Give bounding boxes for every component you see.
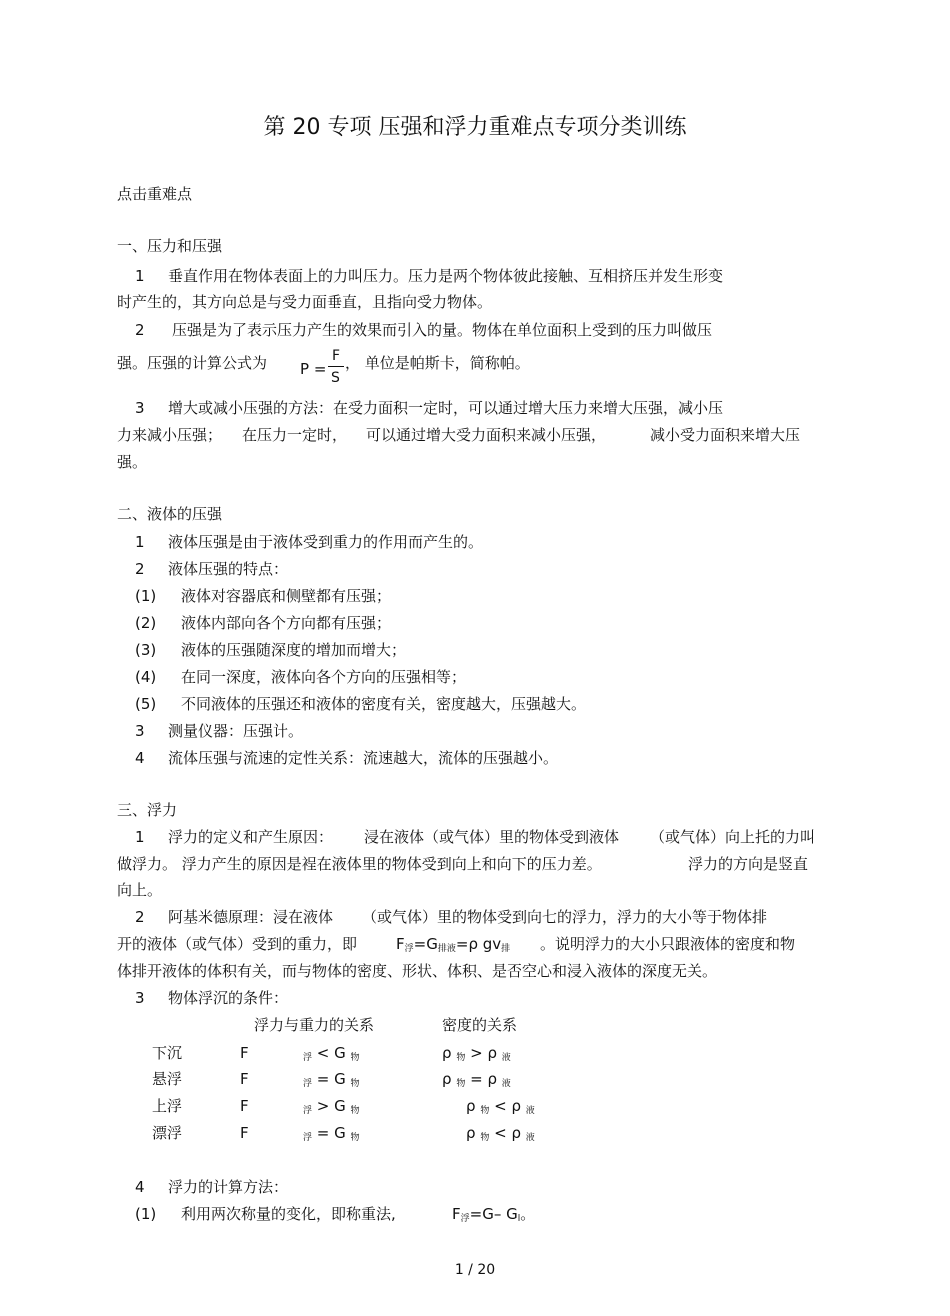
paragraph-line: 。说明浮力的大小只跟液体的密度和物 bbox=[540, 935, 796, 953]
page-number: 1 / 20 bbox=[454, 1262, 496, 1278]
table-row-label: 悬浮 bbox=[152, 1070, 183, 1088]
paragraph-line: 强。压强的计算公式为 bbox=[117, 354, 268, 372]
table-header: 密度的关系 bbox=[442, 1016, 518, 1034]
paragraph-line: 垂直作用在物体表面上的力叫压力。压力是两个物体彼此接触、互相挤压并发生形变 bbox=[168, 267, 724, 285]
paragraph-line: 时产生的，其方向总是与受力面垂直，且指向受力物体。 bbox=[117, 293, 493, 311]
item-number: 3 bbox=[135, 722, 145, 740]
item-number: 2 bbox=[135, 560, 145, 578]
table-cell: ρ $_物$ < ρ $_液$ bbox=[466, 1124, 535, 1143]
item-number: 4 bbox=[135, 749, 145, 767]
sub-item: 利用两次称量的变化，即称重法, bbox=[181, 1205, 396, 1223]
table-row-label: 上浮 bbox=[152, 1097, 183, 1115]
table-cell: F bbox=[240, 1070, 249, 1088]
formula-lhs: P = bbox=[300, 360, 327, 378]
sub-item-number: (1) bbox=[135, 1205, 157, 1223]
table-row-label: 漂浮 bbox=[152, 1124, 183, 1142]
formula-numerator: F bbox=[332, 348, 341, 364]
list-item: 液体压强是由于液体受到重力的作用而产生的。 bbox=[168, 533, 484, 551]
formula-f: F bbox=[396, 935, 405, 953]
paragraph-line: 浸在液体（或气体）里的物体受到液体 bbox=[364, 828, 620, 846]
item-number: 4 bbox=[135, 1178, 145, 1196]
paragraph-line: 做浮力。 浮力产生的原因是裎在液体里的物体受到向上和向下的压力差。 bbox=[117, 855, 602, 873]
paragraph-line: 体排开液体的体积有关，而与物体的密度、形状、体积、是否空心和浸入液体的深度无关。 bbox=[117, 962, 718, 980]
fraction-bar bbox=[328, 366, 344, 367]
table-row-label: 下沉 bbox=[152, 1044, 183, 1062]
sub-item: 不同液体的压强还和液体的密度有关，密度越大，压强越大。 bbox=[181, 695, 587, 713]
paragraph-line: （或气体）向上托的力叫 bbox=[650, 828, 816, 846]
paragraph-line: 减小受力面积来增大压 bbox=[650, 426, 801, 444]
list-item: 测量仪器：压强计。 bbox=[168, 722, 304, 740]
paragraph-line: （或气体）里的物体受到向七的浮力，浮力的大小等于物体排 bbox=[362, 908, 768, 926]
item-number: 2 bbox=[135, 908, 145, 926]
sub-item-number: (1) bbox=[135, 587, 157, 605]
item-number: 3 bbox=[135, 399, 145, 417]
formula-rho: =ρ gv bbox=[455, 935, 502, 953]
item-number: 1 bbox=[135, 828, 145, 846]
item-number: 2 bbox=[135, 321, 145, 339]
formula-g: =G bbox=[413, 935, 438, 953]
paragraph-line: ， 单位是帕斯卡，简称帕。 bbox=[345, 354, 530, 372]
section-heading-2: 二、液体的压强 bbox=[117, 505, 223, 523]
weighing-formula: $F_浮=G-$ $G_l$。 bbox=[452, 1205, 536, 1224]
sub-item-number: (4) bbox=[135, 668, 157, 686]
table-cell: ρ $_物$ > ρ $_液$ bbox=[442, 1044, 511, 1063]
paragraph-line: 浮力的定义和产生原因： bbox=[168, 828, 334, 846]
intro-label: 点击重难点 bbox=[117, 185, 193, 203]
page-title: 第 20 专项 压强和浮力重难点专项分类训练 bbox=[263, 115, 687, 140]
paragraph-line: 开的液体（或气体）受到的重力，即 bbox=[117, 935, 358, 953]
list-item: 物体浮沉的条件： bbox=[168, 989, 289, 1007]
list-item: 流体压强与流速的定性关系：流速越大，流体的压强越小。 bbox=[168, 749, 559, 767]
item-number: 1 bbox=[135, 533, 145, 551]
paragraph-line: 浮力的方向是竖直 bbox=[688, 855, 809, 873]
table-cell: F bbox=[240, 1124, 249, 1142]
paragraph-line: 压强是为了表示压力产生的效果而引入的量。物体在单位面积上受到的压力叫做压 bbox=[172, 321, 713, 339]
table-cell: ρ $_物$ = ρ $_液$ bbox=[442, 1070, 511, 1089]
sub-item-number: (3) bbox=[135, 641, 157, 659]
sub-item: 在同一深度，液体向各个方向的压强相等； bbox=[181, 668, 467, 686]
paragraph-line: 强。 bbox=[117, 453, 148, 471]
list-item: 液体压强的特点： bbox=[168, 560, 289, 578]
archimedes-formula bbox=[396, 934, 510, 959]
list-item: 浮力的计算方法： bbox=[168, 1178, 289, 1196]
table-cell: $_浮$ > G $_物$ bbox=[303, 1097, 360, 1116]
paragraph-line: 阿基米德原理：浸在液体 bbox=[168, 908, 334, 926]
paragraph-line: 增大或减小压强的方法：在受力面积一定时，可以通过增大压力来增大压强，减小压 bbox=[168, 399, 724, 417]
paragraph-line: 向上。 bbox=[117, 881, 163, 899]
paragraph-line: 在压力一定时， bbox=[242, 426, 348, 444]
section-heading-1: 一、压力和压强 bbox=[117, 237, 223, 255]
table-cell: $_浮$ = G $_物$ bbox=[303, 1124, 360, 1143]
sub-item: 液体的压强随深度的增加而增大； bbox=[181, 641, 407, 659]
sub-item-number: (2) bbox=[135, 614, 157, 632]
table-cell: ρ $_物$ < ρ $_液$ bbox=[466, 1097, 535, 1116]
paragraph-line: 可以通过增大受力面积来减小压强， bbox=[366, 426, 607, 444]
formula-subscript: 浮 bbox=[404, 944, 414, 954]
formula-subscript: 排液 bbox=[437, 944, 456, 954]
formula-subscript: 排 bbox=[501, 944, 511, 954]
table-cell: F bbox=[240, 1097, 249, 1115]
sub-item: 液体内部向各个方向都有压强； bbox=[181, 614, 392, 632]
item-number: 1 bbox=[135, 267, 145, 285]
formula-denominator: S bbox=[331, 370, 340, 386]
paragraph-line: 力来减小压强； bbox=[117, 426, 223, 444]
item-number: 3 bbox=[135, 989, 145, 1007]
table-cell: F bbox=[240, 1044, 249, 1062]
section-heading-3: 三、浮力 bbox=[117, 801, 178, 819]
table-header: 浮力与重力的关系 bbox=[254, 1016, 375, 1034]
sub-item: 液体对容器底和侧壁都有压强； bbox=[181, 587, 392, 605]
sub-item-number: (5) bbox=[135, 695, 157, 713]
table-cell: $_浮$ < G $_物$ bbox=[303, 1044, 360, 1063]
table-cell: $_浮$ = G $_物$ bbox=[303, 1070, 360, 1089]
